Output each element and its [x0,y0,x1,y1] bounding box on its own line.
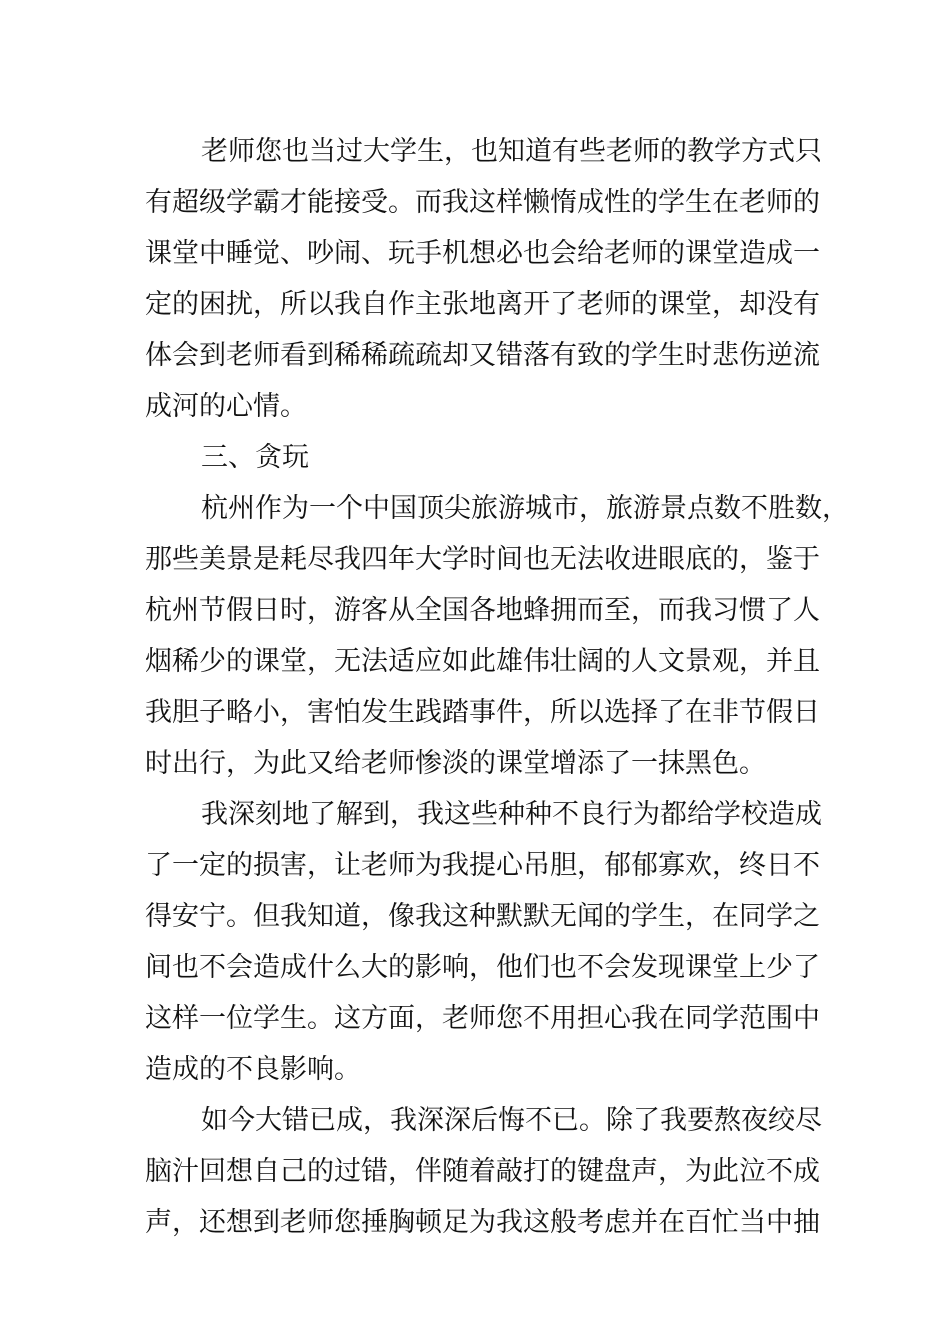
text-line: 间也不会造成什么大的影响，他们也不会发现课堂上少了 [145,952,820,983]
text-line: 杭州节假日时，游客从全国各地蜂拥而至，而我习惯了人 [145,595,820,626]
text-line: 我深刻地了解到，我这些种种不良行为都给学校造成 [201,799,822,830]
text-line: 烟稀少的课堂，无法适应如此雄伟壮阔的人文景观，并且 [145,646,820,677]
text-line: 声，还想到老师您捶胸顿足为我这般考虑并在百忙当中抽 [145,1207,820,1238]
text-line: 三、贪玩 [201,442,309,473]
text-line: 老师您也当过大学生，也知道有些老师的教学方式只 [201,136,822,167]
text-line: 那些美景是耗尽我四年大学时间也无法收进眼底的，鉴于 [145,544,820,575]
text-line: 成河的心情。 [145,391,307,422]
text-line: 得安宁。但我知道，像我这种默默无闻的学生，在同学之 [145,901,820,932]
text-line: 有超级学霸才能接受。而我这样懒惰成性的学生在老师的 [145,187,820,218]
text-line: 造成的不良影响。 [145,1054,361,1085]
text-line: 时出行，为此又给老师惨淡的课堂增添了一抹黑色。 [145,748,766,779]
text-line: 这样一位学生。这方面，老师您不用担心我在同学范围中 [145,1003,820,1034]
text-line: 定的困扰，所以我自作主张地离开了老师的课堂，却没有 [145,289,820,320]
text-line: 如今大错已成，我深深后悔不已。除了我要熬夜绞尽 [201,1105,822,1136]
text-line: 脑汁回想自己的过错，伴随着敲打的键盘声，为此泣不成 [145,1156,820,1187]
text-line: 杭州作为一个中国顶尖旅游城市，旅游景点数不胜数， [201,493,849,524]
text-line: 了一定的损害，让老师为我提心吊胆，郁郁寡欢，终日不 [145,850,820,881]
text-line: 体会到老师看到稀稀疏疏却又错落有致的学生时悲伤逆流 [145,340,820,371]
text-line: 课堂中睡觉、吵闹、玩手机想必也会给老师的课堂造成一 [145,238,820,269]
document-body [145,126,849,1248]
text-line: 我胆子略小，害怕发生践踏事件，所以选择了在非节假日 [145,697,820,728]
